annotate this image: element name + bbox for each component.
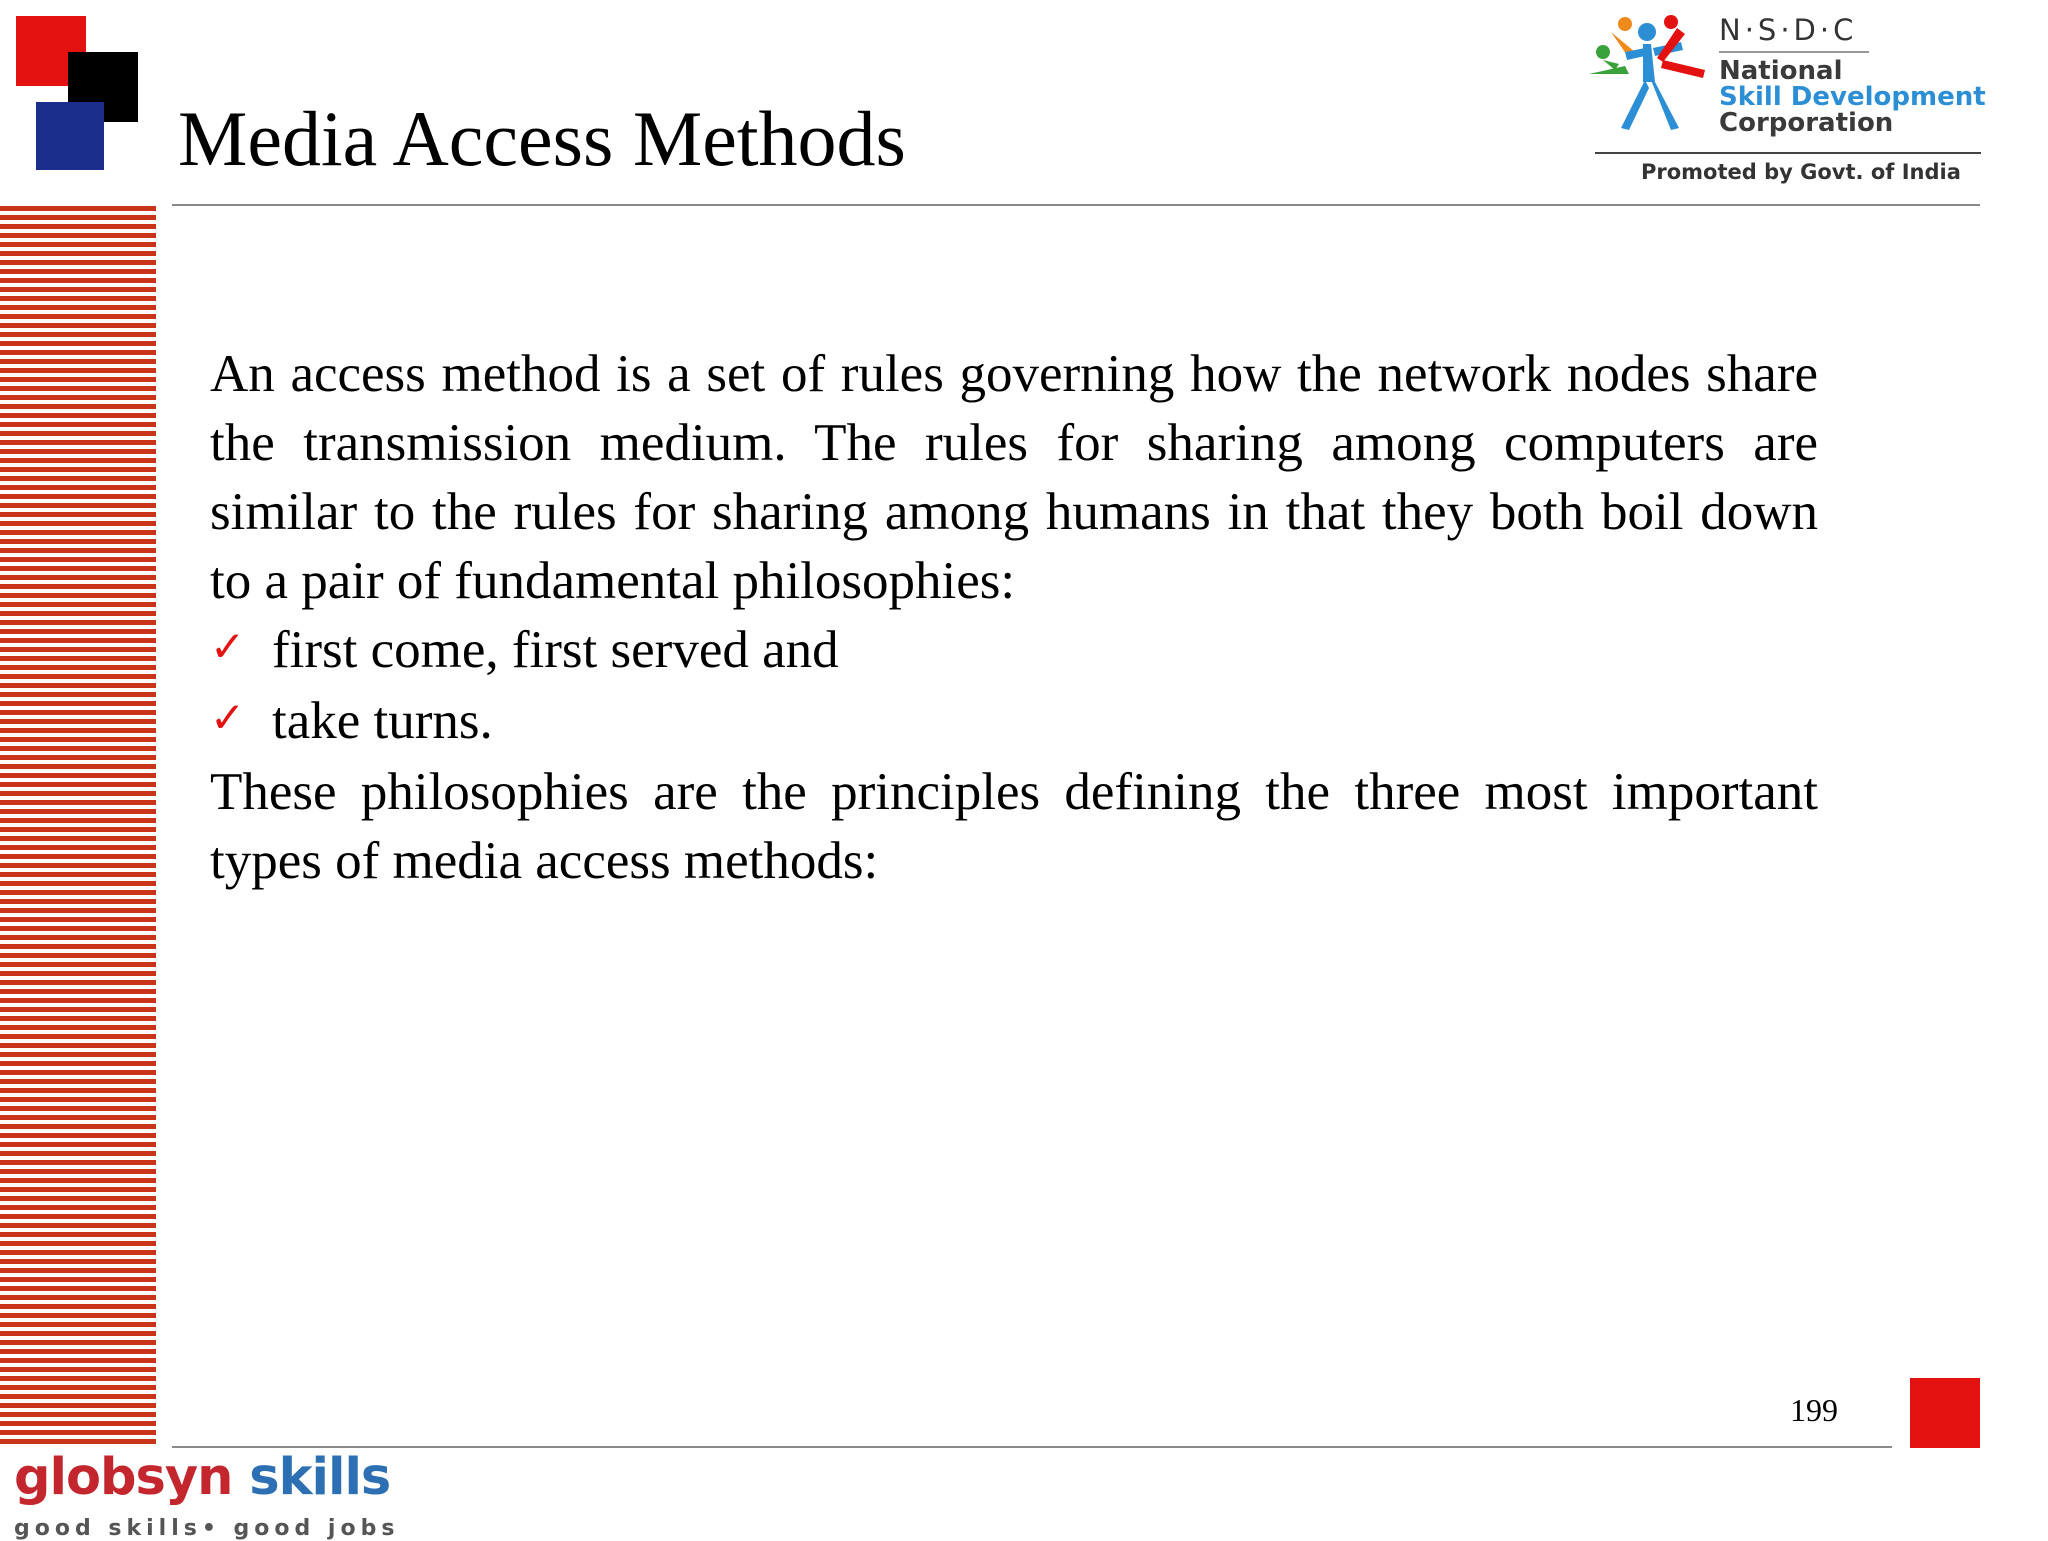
nsdc-line-corporation: Corporation: [1719, 108, 1894, 138]
slide-body: [210, 340, 1818, 896]
nsdc-logo: [1585, 12, 1985, 192]
nsdc-figures-icon: [1585, 12, 1713, 140]
closing-paragraph: These philosophies are the principles defining the three most important types of media access methods:: [210, 763, 1818, 890]
nsdc-line-skill: Skill Development: [1719, 82, 1986, 112]
check-icon: ✓: [210, 622, 246, 671]
footer-divider: [172, 1446, 1892, 1448]
nsdc-promoted-text: Promoted by Govt. of India: [1641, 160, 1961, 184]
brand-skills: skills: [249, 1448, 391, 1507]
globsyn-logo: [14, 1450, 399, 1541]
slide-title: Media Access Methods: [178, 95, 906, 182]
decor-red-square-bottom: [1910, 1378, 1980, 1448]
title-divider: [172, 204, 1980, 206]
bullet-item: [210, 687, 1818, 758]
decor-stripe-bar: [0, 206, 156, 1444]
bullet-item: [210, 616, 1818, 687]
nsdc-abbr-divider: [1719, 51, 1869, 53]
bullet-text: first come, first served and: [272, 621, 839, 679]
nsdc-abbreviation: N·S·D·C: [1719, 13, 1858, 47]
decor-blue-square: [36, 102, 104, 170]
nsdc-divider: [1595, 152, 1981, 154]
page-number: 199: [1790, 1392, 1838, 1428]
nsdc-wordmark: [1719, 13, 1986, 138]
nsdc-line-national: National: [1719, 56, 1843, 86]
brand-globsyn: globsyn: [14, 1448, 233, 1507]
intro-paragraph: An access method is a set of rules governing how the network nodes share the transmission medium. The rules for sharing among computers are similar to the rules for sharing among humans in that they both boil down to a pair of fundamental philosophies:: [210, 345, 1818, 610]
bullet-text: take turns.: [272, 692, 493, 750]
check-icon: ✓: [210, 693, 246, 742]
brand-tagline: good skills• good jobs: [14, 1516, 400, 1541]
